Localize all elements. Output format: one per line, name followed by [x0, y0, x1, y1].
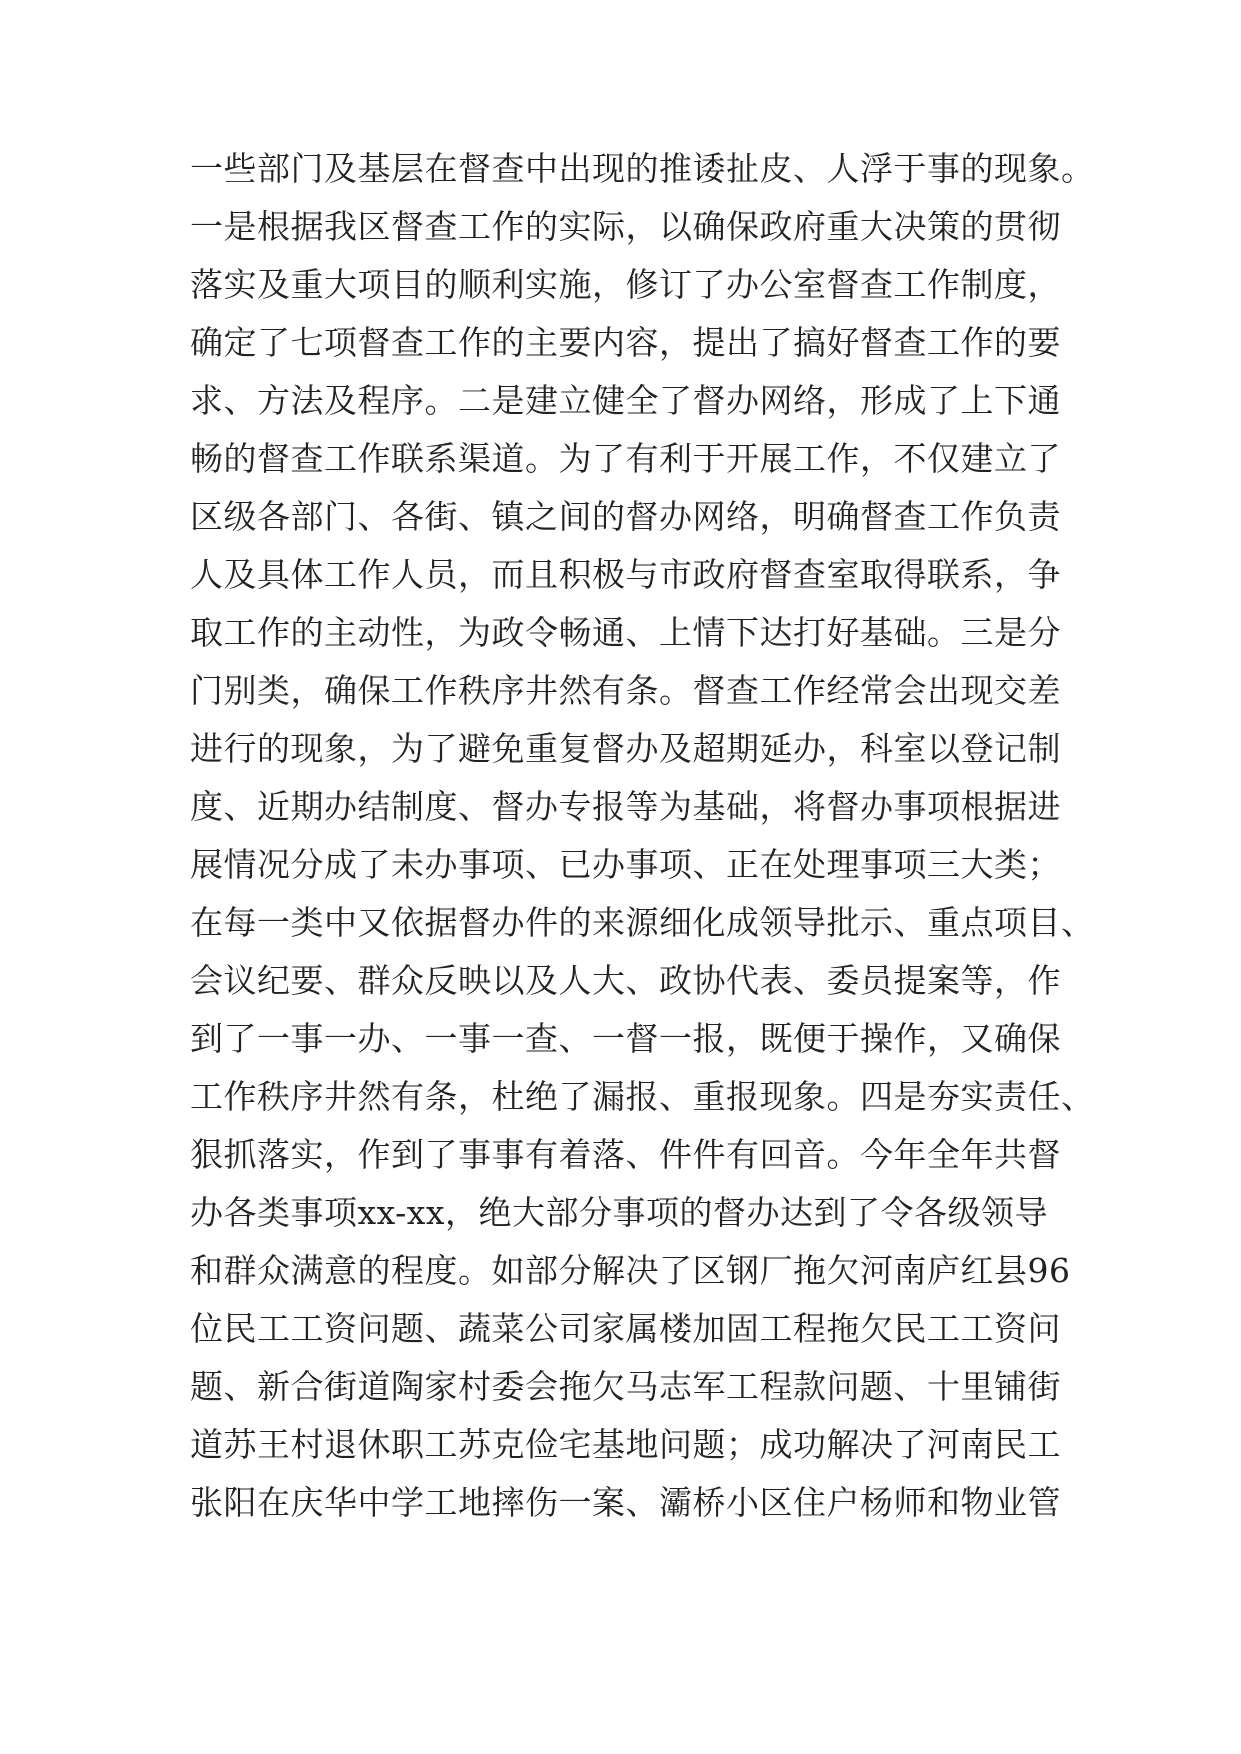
text-line: 畅的督查工作联系渠道。为了有利于开展工作，不仅建立了 [190, 439, 1061, 478]
text-line: 办各类事项xx-xx，绝大部分事项的督办达到了令各级领导 [190, 1193, 1049, 1232]
text-line: 在每一类中又依据督办件的来源细化成领导批示、重点项目、 [190, 903, 1095, 942]
text-line: 道苏王村退休职工苏克俭宅基地问题；成功解决了河南民工 [190, 1425, 1061, 1464]
text-line: 张阳在庆华中学工地摔伤一案、灞桥小区住户杨师和物业管 [190, 1483, 1061, 1522]
text-line: 到了一事一办、一事一查、一督一报，既便于操作，又确保 [190, 1019, 1061, 1058]
text-line: 人及具体工作人员，而且积极与市政府督查室取得联系，争 [190, 555, 1061, 594]
text-line: 落实及重大项目的顺利实施，修订了办公室督查工作制度， [190, 265, 1061, 304]
text-line: 题、新合街道陶家村委会拖欠马志军工程款问题、十里铺街 [190, 1367, 1061, 1406]
text-line: 位民工工资问题、蔬菜公司家属楼加固工程拖欠民工工资问 [190, 1309, 1061, 1348]
text-line: 门别类，确保工作秩序井然有条。督查工作经常会出现交差 [190, 671, 1061, 710]
text-line: 一是根据我区督查工作的实际，以确保政府重大决策的贯彻 [190, 207, 1061, 246]
body-text [190, 140, 1095, 1532]
text-line: 求、方法及程序。二是建立健全了督办网络，形成了上下通 [190, 381, 1061, 420]
text-line: 狠抓落实，作到了事事有着落、件件有回音。今年全年共督 [190, 1135, 1061, 1174]
text-line: 会议纪要、群众反映以及人大、政协代表、委员提案等，作 [190, 961, 1061, 1000]
text-line: 区级各部门、各街、镇之间的督办网络，明确督查工作负责 [190, 497, 1061, 536]
text-line: 进行的现象，为了避免重复督办及超期延办，科室以登记制 [190, 729, 1061, 768]
text-line: 展情况分成了未办事项、已办事项、正在处理事项三大类； [190, 845, 1061, 884]
text-line: 确定了七项督查工作的主要内容，提出了搞好督查工作的要 [190, 323, 1061, 362]
text-line: 和群众满意的程度。如部分解决了区钢厂拖欠河南庐红县96 [190, 1251, 1071, 1290]
text-line: 取工作的主动性，为政令畅通、上情下达打好基础。三是分 [190, 613, 1061, 652]
text-line: 一些部门及基层在督查中出现的推诿扯皮、人浮于事的现象。 [190, 149, 1095, 188]
text-line: 工作秩序井然有条，杜绝了漏报、重报现象。四是夯实责任、 [190, 1077, 1095, 1116]
text-line: 度、近期办结制度、督办专报等为基础，将督办事项根据进 [190, 787, 1061, 826]
